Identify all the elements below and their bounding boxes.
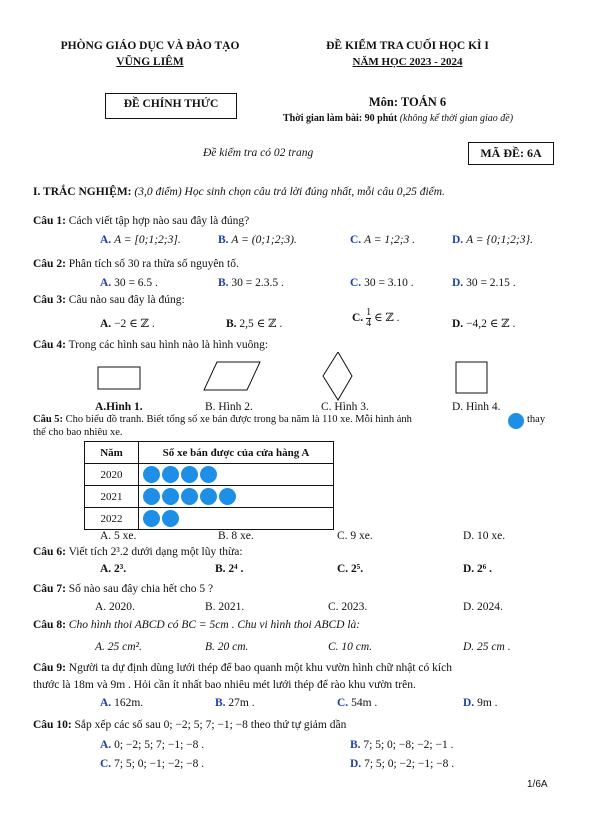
question-label: Câu 3: [33, 294, 66, 306]
option-text: 30 = 6.5 . [114, 277, 158, 289]
q5-option-c[interactable]: C. 9 xe. [337, 530, 373, 542]
pictograph-table [84, 441, 334, 530]
option-text: 30 = 2.3.5 . [231, 277, 284, 289]
option-text: 7; 5; 0; −2; −1; −8 . [364, 758, 455, 770]
option-text: 0; −2; 5; 7; −1; −8 . [114, 739, 205, 751]
question-4 [33, 339, 268, 351]
option-text: 9m . [477, 697, 498, 709]
question-text: Câu nào sau đây là đúng: [68, 294, 185, 306]
option-text: A = {0;1;2;3}. [466, 234, 533, 246]
q3-option-d[interactable]: D. −4,2 ∈ ℤ . [452, 318, 516, 330]
option-text: 2,5 ∈ ℤ . [239, 318, 283, 330]
department-name: PHÒNG GIÁO DỤC VÀ ĐÀO TẠO [60, 40, 240, 52]
option-text: 54m . [351, 697, 378, 709]
car-picture-icon [181, 488, 198, 505]
q9-option-b[interactable]: B. 27m . [215, 697, 255, 709]
q7-option-c[interactable]: C. 2023. [328, 601, 368, 613]
section-title: I. TRẮC NGHIỆM: [33, 186, 132, 198]
car-picture-icon [508, 413, 524, 429]
car-picture-icon [181, 466, 198, 483]
rectangle-shape [98, 367, 140, 389]
q8-option-d[interactable]: D. 25 cm . [463, 641, 511, 653]
question-9 [33, 662, 452, 674]
q6-option-c[interactable]: C. 2⁵. [337, 563, 364, 575]
q1-option-b[interactable]: B. A = (0;1;2;3). [218, 234, 297, 246]
table-row [85, 508, 334, 530]
row-pictures [139, 508, 334, 530]
square-shape [456, 362, 487, 393]
car-picture-icon [143, 488, 160, 505]
section-heading [33, 186, 445, 198]
shapes-figure [0, 352, 589, 402]
q5-option-d[interactable]: D. 10 xe. [463, 530, 506, 542]
q2-option-c[interactable]: C. 30 = 3.10 . [350, 277, 414, 289]
question-text: Số nào sau đây chia hết cho 5 ? [68, 583, 214, 595]
exam-title: ĐỀ KIỂM TRA CUỐI HỌC KÌ I [326, 40, 489, 52]
table-row [85, 486, 334, 508]
q6-option-d[interactable]: D. 2⁶ . [463, 563, 493, 575]
car-picture-icon [219, 488, 236, 505]
question-label: Câu 2: [33, 258, 66, 270]
fraction [366, 308, 371, 329]
row-pictures [139, 486, 334, 508]
q4-option-b[interactable]: B. Hình 2. [205, 401, 253, 413]
q5-option-a[interactable]: A. 5 xe. [100, 530, 137, 542]
car-picture-icon [200, 466, 217, 483]
row-year: 2020 [85, 464, 139, 486]
q3-option-b[interactable]: B. 2,5 ∈ ℤ . [226, 318, 283, 330]
row-pictures [139, 464, 334, 486]
question-3 [33, 294, 185, 306]
section-desc: (3,0 điểm) Học sinh chọn câu trả lời đúng nhất, mỗi câu 0,25 điểm. [134, 186, 445, 198]
question-text-end: thay [527, 414, 546, 425]
question-text-2: thế cho bao nhiêu xe. [33, 427, 123, 438]
q4-option-c[interactable]: C. Hình 3. [321, 401, 369, 413]
car-picture-icon [162, 488, 179, 505]
option-text: A = [0;1;2;3]. [114, 234, 181, 246]
fraction-den: 4 [366, 318, 372, 329]
option-text: A = 1;2;3 . [364, 234, 416, 246]
q1-option-c[interactable]: C. A = 1;2;3 . [350, 234, 416, 246]
header-year: Năm [85, 442, 139, 464]
question-text: Người ta dự định dùng lưới thép để bao quanh một khu vườn hình chữ nhật có kích [68, 662, 452, 674]
time-note: (không kể thời gian giao đề) [399, 113, 514, 124]
subject: Môn: TOÁN 6 [368, 95, 447, 109]
option-text: 162m. [114, 697, 144, 709]
option-text: 7; 5; 0; −1; −2; −8 . [114, 758, 205, 770]
q2-option-b[interactable]: B. 30 = 2.3.5 . [218, 277, 284, 289]
car-picture-icon [143, 510, 160, 527]
question-label: Câu 6: [33, 546, 66, 558]
q7-option-a[interactable]: A. 2020. [95, 601, 135, 613]
page-number: 1/6A [527, 779, 548, 790]
question-text: Cho hình thoi ABCD có BC = 5cm . Chu vi hình thoi ABCD là: [68, 619, 361, 631]
q5-option-b[interactable]: B. 8 xe. [218, 530, 254, 542]
q7-option-d[interactable]: D. 2024. [463, 601, 503, 613]
q10-option-d[interactable]: D. 7; 5; 0; −2; −1; −8 . [350, 758, 455, 770]
q3-option-c[interactable]: C. $\frac{1}{4}$ ∈ ℤ . [352, 307, 400, 329]
option-text: −4,2 ∈ ℤ . [466, 318, 516, 330]
question-text: Sắp xếp các số sau 0; −2; 5; 7; −1; −8 theo thứ tự giảm dần [74, 719, 347, 731]
question-label: Câu 1: [33, 215, 66, 227]
question-7 [33, 583, 213, 595]
time-label: Thời gian làm bài: 90 phút [283, 113, 398, 124]
car-picture-icon [162, 510, 179, 527]
q8-option-a[interactable]: A. 25 cm². [95, 641, 142, 653]
q10-option-c[interactable]: C. 7; 5; 0; −1; −2; −8 . [100, 758, 205, 770]
row-year: 2022 [85, 508, 139, 530]
question-10 [33, 719, 346, 731]
q7-option-b[interactable]: B. 2021. [205, 601, 245, 613]
row-year: 2021 [85, 486, 139, 508]
option-text: 27m . [228, 697, 255, 709]
table-row [85, 464, 334, 486]
option-text: 30 = 3.10 . [364, 277, 414, 289]
q1-option-a[interactable]: A. A = [0;1;2;3]. [100, 234, 181, 246]
question-label: Câu 10: [33, 719, 72, 731]
q4-option-d[interactable]: D. Hình 4. [452, 401, 501, 413]
q9-option-d[interactable]: D. 9m . [463, 697, 498, 709]
question-text: Trong các hình sau hình nào là hình vuông: [68, 339, 269, 351]
q9-option-c[interactable]: C. 54m . [337, 697, 378, 709]
question-8 [33, 619, 360, 631]
q2-option-a[interactable]: A. 30 = 6.5 . [100, 277, 158, 289]
question-text: Phân tích số 30 ra thừa số nguyên tố. [68, 258, 239, 270]
question-9-line-2: thước là 18m và 9m . Hỏi cần ít nhất bao nhiêu mét lưới thép để rào khu vườn trên. [33, 679, 416, 691]
district-name: VŨNG LIÊM [116, 56, 184, 68]
fraction-num: 1 [366, 307, 372, 318]
car-picture-icon [162, 466, 179, 483]
question-2 [33, 258, 239, 270]
rhombus-shape [323, 352, 352, 400]
q9-option-a[interactable]: A. 162m. [100, 697, 144, 709]
car-picture-icon [143, 466, 160, 483]
parallelogram-shape [204, 362, 260, 390]
option-text: A = (0;1;2;3). [231, 234, 297, 246]
q6-option-b[interactable]: B. 2⁴ . [215, 563, 244, 575]
question-label: Câu 5: [33, 414, 64, 425]
q2-option-d[interactable]: D. 30 = 2.15 . [452, 277, 516, 289]
pages-note: Đề kiểm tra có 02 trang [203, 147, 314, 159]
q6-option-a[interactable]: A. 2³. [100, 563, 127, 575]
question-text: Cho biểu đồ tranh. Biết tổng số xe bán được trong ba năm là 110 xe. Mỗi hình ảnh [65, 414, 412, 425]
exam-time [283, 113, 513, 124]
option-text: 7; 5; 0; −8; −2; −1 . [363, 739, 454, 751]
q1-option-d[interactable]: D. A = {0;1;2;3}. [452, 234, 533, 246]
header-title: Số xe bán được của cửa hàng A [139, 442, 334, 464]
q8-option-c[interactable]: C. 10 cm. [328, 641, 373, 653]
question-1 [33, 215, 249, 227]
option-text: −2 ∈ ℤ . [114, 318, 155, 330]
question-label: Câu 7: [33, 583, 66, 595]
q4-option-a[interactable]: A.Hình 1. [95, 401, 143, 413]
q10-option-a[interactable]: A. 0; −2; 5; 7; −1; −8 . [100, 739, 205, 751]
table-header [85, 442, 334, 464]
question-label: Câu 8: [33, 619, 66, 631]
question-label: Câu 9: [33, 662, 66, 674]
question-label: Câu 4: [33, 339, 66, 351]
exam-code: MÃ ĐỀ: 6A [480, 146, 542, 160]
q10-option-b[interactable]: B. 7; 5; 0; −8; −2; −1 . [350, 739, 454, 751]
question-5 [33, 414, 412, 425]
question-6 [33, 546, 243, 558]
q8-option-b[interactable]: B. 20 cm. [205, 641, 249, 653]
option-text: ∈ ℤ . [373, 312, 400, 325]
car-picture-icon [200, 488, 217, 505]
question-text: Cách viết tập hợp nào sau đây là đúng? [68, 215, 250, 227]
option-text: 30 = 2.15 . [466, 277, 516, 289]
q3-option-a[interactable]: A. −2 ∈ ℤ . [100, 318, 155, 330]
official-label: ĐỀ CHÍNH THỨC [123, 98, 219, 110]
school-year: NĂM HỌC 2023 - 2024 [352, 56, 463, 68]
question-text: Viết tích 2³.2 dưới dạng một lũy thừa: [68, 546, 243, 558]
